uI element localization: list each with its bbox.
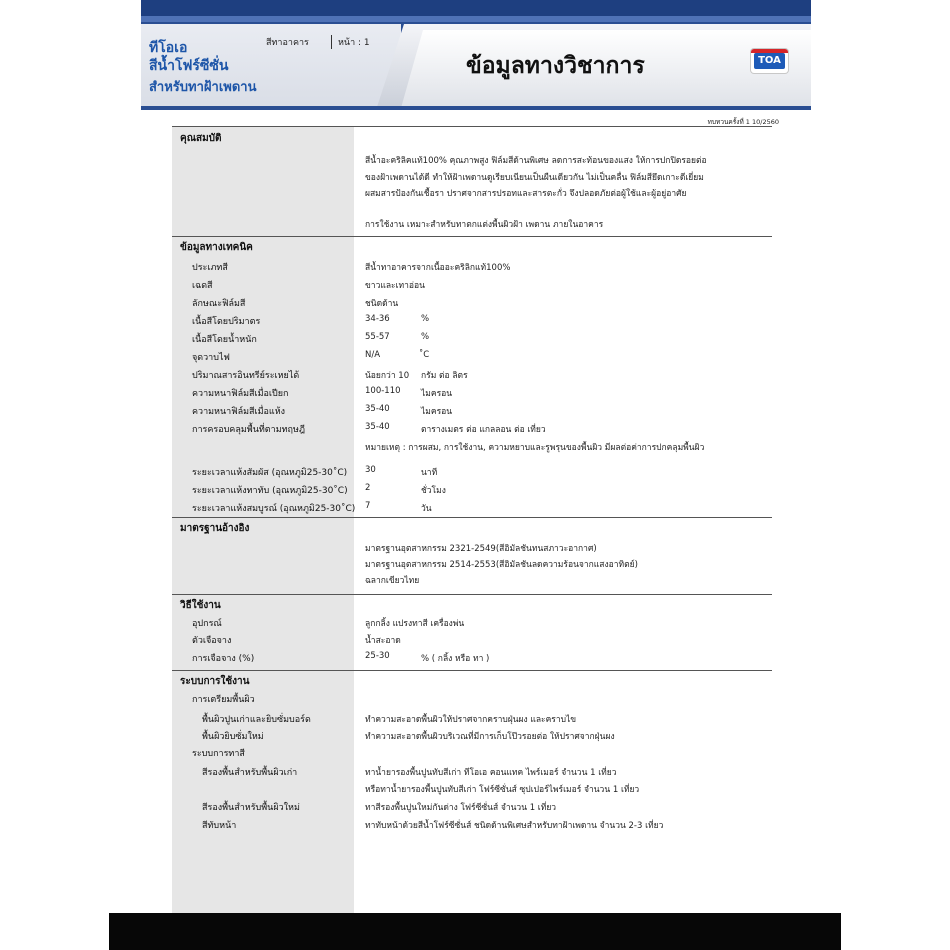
prep-value: ทำความสะอาดพื้นผิวให้ปราศจากคราบฝุ่นผง และคราบไข — [365, 715, 577, 725]
tech-value: ชนิดด้าน — [365, 299, 399, 309]
header-bottom-rule — [141, 106, 811, 110]
method-value: 25-30 — [365, 651, 390, 661]
dry-time-value: 7 — [365, 501, 371, 511]
tech-value: 100-110 — [365, 386, 401, 396]
tech-unit: ˚C — [419, 350, 430, 360]
properties-line: สีน้ำอะคริลิคแท้100% คุณภาพสูง ฟิล์มสีด้านพิเศษ ลดการสะท้อนของแสง ให้การปกปิดรอยต่อ — [365, 156, 707, 166]
footer-bar — [109, 913, 841, 950]
method-unit: % ( กลิ้ง หรือ ทา ) — [421, 654, 490, 664]
tech-label: ประเภทสี — [192, 263, 228, 273]
method-label: การเจือจาง (%) — [192, 654, 255, 664]
tech-value: 35-40 — [365, 404, 390, 414]
page-title: ข้อมูลทางวิชาการ — [466, 53, 645, 79]
section-title-standards: มาตรฐานอ้างอิง — [180, 523, 250, 534]
tech-unit: % — [421, 314, 430, 324]
dry-time-label: ระยะเวลาแห้งสมบูรณ์ (อุณหภูมิ25-30˚C) — [192, 504, 356, 514]
tech-label: เนื้อสีโดยปริมาตร — [192, 317, 261, 327]
tech-value: 35-40 — [365, 422, 390, 432]
tech-label: ลักษณะฟิล์มสี — [192, 299, 246, 309]
paint-label: สีทับหน้า — [202, 821, 237, 831]
tech-value: น้อยกว่า 10 — [365, 371, 410, 381]
tech-label: เนื้อสีโดยน้ำหนัก — [192, 335, 257, 345]
paint-label: สีรองพื้นสำหรับพื้นผิวใหม่ — [202, 803, 300, 813]
tech-label: เฉดสี — [192, 281, 213, 291]
section-divider — [172, 126, 772, 127]
dry-time-label: ระยะเวลาแห้งสัมผัส (อุณหภูมิ25-30˚C) — [192, 468, 348, 478]
section-title-properties: คุณสมบัติ — [180, 133, 222, 144]
logo-text: TOA — [754, 53, 785, 69]
prep-label: พื้นผิวปูนเก่าและยิบซั่มบอร์ด — [202, 715, 311, 725]
section-divider — [172, 594, 772, 595]
tech-value: 55-57 — [365, 332, 390, 342]
brand-name: ทีโอเอ — [149, 40, 188, 56]
tech-label: จุดวาบไฟ — [192, 353, 230, 363]
header-stripe — [141, 0, 811, 16]
revision-note: ทบทวนครั้งที่ 1 10/2560 — [707, 118, 779, 126]
standard-line: มาตรฐานอุตสาหกรรม 2514-2553(สีอิมัลชันลดความร้อนจากแสงอาทิตย์) — [365, 560, 638, 570]
properties-line: ของฝ้าเพดานได้ดี ทำให้ฝ้าเพดานดูเรียบเนียนเป็นผืนเดียวกัน ไม่เป็นคลื่น ฟิล์มสียึดเกาะดีเยี่ยม — [365, 173, 704, 183]
tech-label: ความหนาฟิล์มสีเมื่อแห้ง — [192, 407, 286, 417]
section-title-method: วิธีใช้งาน — [180, 600, 221, 611]
dry-time-value: 2 — [365, 483, 371, 493]
tech-unit: ไมครอน — [421, 389, 453, 399]
tech-value: ขาวและเทาอ่อน — [365, 281, 425, 291]
dry-time-unit: ชั่วโมง — [421, 486, 446, 496]
tech-value: สีน้ำทาอาคารจากเนื้ออะคริลิกแท้100% — [365, 263, 511, 273]
standard-line: ฉลากเขียวไทย — [365, 576, 420, 586]
tech-label: ปริมาณสารอินทรีย์ระเหยได้ — [192, 371, 300, 381]
paint-value: ทาทับหน้าด้วยสีน้ำโฟร์ซีซั่นส์ ชนิดด้านพิเศษสำหรับทาฝ้าเพดาน จำนวน 2-3 เที่ยว — [365, 821, 664, 831]
method-value: น้ำสะอาด — [365, 636, 401, 646]
dry-time-label: ระยะเวลาแห้งทาทับ (อุณหภูมิ25-30˚C) — [192, 486, 348, 496]
page-number: หน้า : 1 — [331, 35, 370, 49]
paint-value: ทาสีรองพื้นปูนใหม่กันด่าง โฟร์ซีซั่นส์ จำนวน 1 เที่ยว — [365, 803, 557, 813]
tech-value: 34-36 — [365, 314, 390, 324]
section-title-system: ระบบการใช้งาน — [180, 676, 250, 687]
category-label: สีทาอาคาร — [266, 38, 309, 48]
dry-time-unit: วัน — [421, 504, 432, 514]
tech-unit: % — [421, 332, 430, 342]
toa-logo — [751, 49, 788, 73]
section-divider — [172, 517, 772, 518]
dry-time-unit: นาที — [421, 468, 438, 478]
header-banner — [141, 0, 811, 110]
dry-time-value: 30 — [365, 465, 376, 475]
header-stripe-light — [141, 16, 811, 22]
method-label: อุปกรณ์ — [192, 619, 222, 629]
tech-note: หมายเหตุ : การผสม, การใช้งาน, ความหยาบและรูพรุนของพื้นผิว มีผลต่อค่าการปกคลุมพื้นผิว — [365, 443, 705, 453]
section-divider — [172, 670, 772, 671]
standard-line: มาตรฐานอุตสาหกรรม 2321-2549(สีอิมัลชันทนสภาวะอากาศ) — [365, 544, 597, 554]
paint-system-title: ระบบการทาสี — [192, 749, 245, 759]
prep-value: ทำความสะอาดพื้นผิวบริเวณที่มีการเก็บโป๊วรอยต่อ ให้ปราศจากฝุ่นผง — [365, 732, 615, 742]
properties-line: ผสมสารป้องกันเชื้อรา ปราศจากสารปรอทและสารตะกั่ว จึงปลอดภัยต่อผู้ใช้และผู้อยู่อาศัย — [365, 189, 687, 199]
prep-label: พื้นผิวยิบซั่มใหม่ — [202, 732, 264, 742]
tech-value: N/A — [365, 350, 381, 360]
paint-label: สีรองพื้นสำหรับพื้นผิวเก่า — [202, 768, 298, 778]
product-subtitle: สำหรับทาฝ้าเพดาน — [149, 80, 257, 95]
method-value: ลูกกลิ้ง แปรงทาสี เครื่องพ่น — [365, 619, 465, 629]
tech-label: ความหนาฟิล์มสีเมื่อเปียก — [192, 389, 289, 399]
tech-unit: กรัม ต่อ ลิตร — [421, 371, 468, 381]
tech-unit: ตารางเมตร ต่อ แกลลอน ต่อ เที่ยว — [421, 425, 546, 435]
usage-text: การใช้งาน เหมาะสำหรับทาตกแต่งพื้นผิวฝ้า เพดาน ภายในอาคาร — [365, 220, 604, 230]
section-title-technical: ข้อมูลทางเทคนิค — [180, 242, 253, 253]
prep-title: การเตรียมพื้นผิว — [192, 695, 255, 705]
tech-label: การครอบคลุมพื้นที่ตามทฤษฎี — [192, 425, 305, 435]
method-label: ตัวเจือจาง — [192, 636, 232, 646]
section-divider — [172, 236, 772, 237]
tech-unit: ไมครอน — [421, 407, 453, 417]
product-name: สีน้ำโฟร์ซีซั่น — [149, 58, 229, 74]
paint-value: ทาน้ำยารองพื้นปูนทับสีเก่า ทีโอเอ คอนแทค ไพร์เมอร์ จำนวน 1 เที่ยว — [365, 768, 617, 778]
paint-value: หรือทาน้ำยารองพื้นปูนทับสีเก่า โฟร์ซีซั่นส์ ซุปเปอร์ไพร์เมอร์ จำนวน 1 เที่ยว — [365, 785, 640, 795]
